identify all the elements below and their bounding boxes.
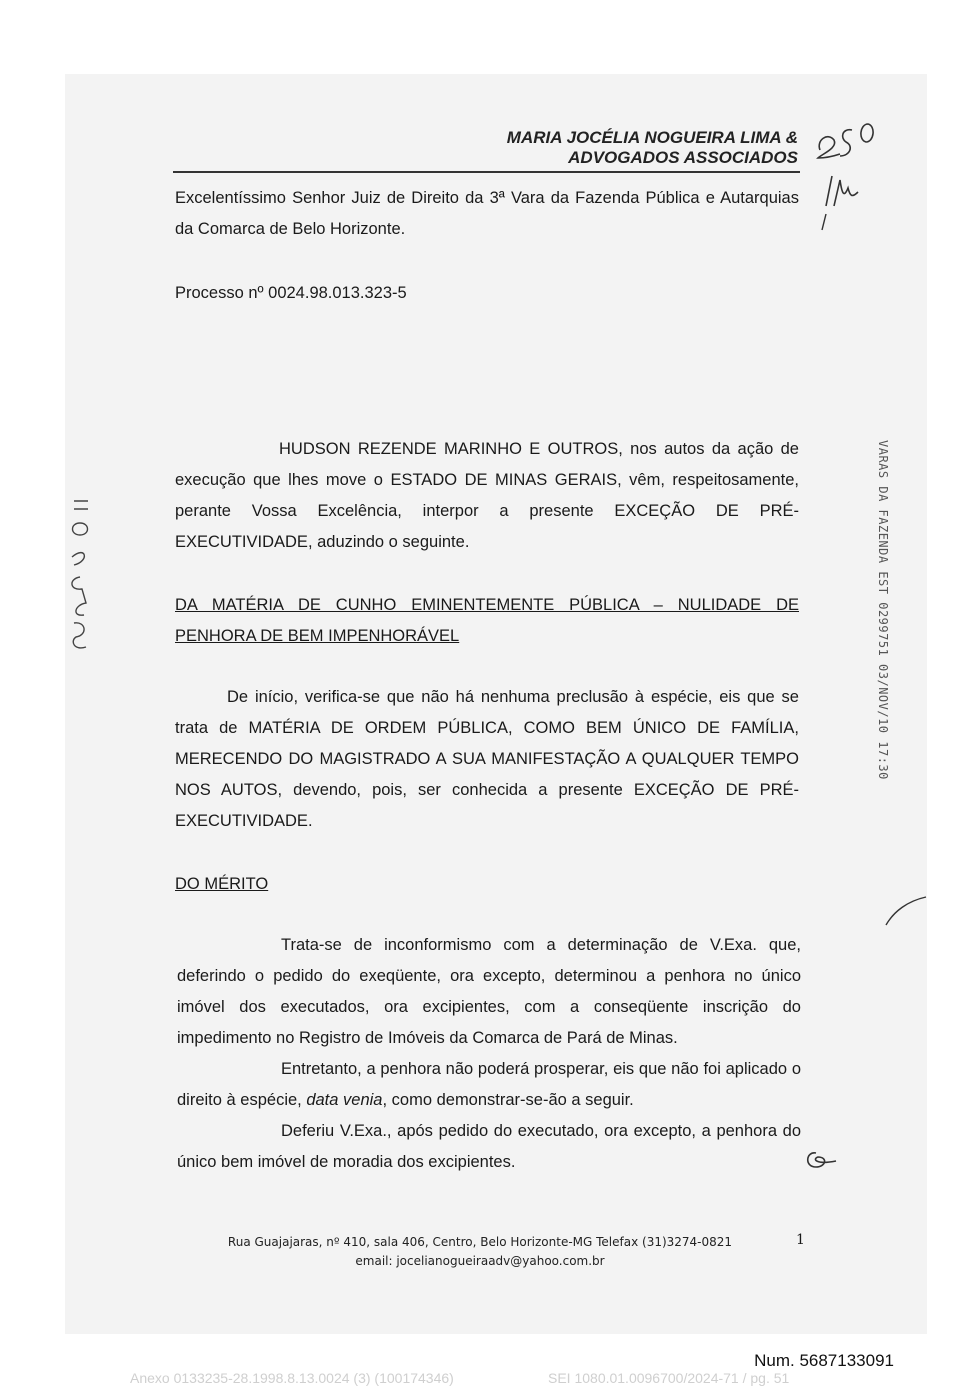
process-number: Processo nº 0024.98.013.323-5 [175, 284, 407, 302]
intro-paragraph: HUDSON REZENDE MARINHO E OUTROS, nos autos da ação de execução que lhes move o ESTADO DE MINAS GERAIS, vêm, respeitosamente, perante Vossa Excelência, interpor a presente EXCEÇÃO DE PRÉ-EXECUTIVIDADE, aduzindo o seguinte. [175, 440, 799, 551]
firm-name-line2: ADVOGADOS ASSOCIADOS [568, 148, 798, 167]
page-number: 1 [796, 1232, 805, 1248]
paragraph-public-order: De início, verifica-se que não há nenhuma preclusão à espécie, eis que se trata de MATÉRIA DE ORDEM PÚBLICA, COMO BEM ÚNICO DE FAMÍLIA, MERECENDO DO MAGISTRADO A SUA MANIFESTAÇÃO A QUALQUER TEMPO NOS AUTOS, devendo, pois, ser conhecida a presente EXCEÇÃO DE PRÉ-EXECUTIVIDADE. [175, 688, 799, 830]
section-heading-public-matter: DA MATÉRIA DE CUNHO EMINENTEMENTE PÚBLICA – NULIDADE DE PENHORA DE BEM IMPENHORÁVEL [175, 596, 799, 645]
handwritten-side-note [60, 495, 100, 655]
paragraph-penhora-end: , como demonstrar-se-ão a seguir. [382, 1091, 634, 1109]
addressee-paragraph: Excelentíssimo Senhor Juiz de Direito da 3ª Vara da Fazenda Pública e Autarquias da Comarca de Belo Horizonte. [175, 189, 799, 238]
paragraph-inconformism: Trata-se de inconformismo com a determinação de V.Exa. que, deferindo o pedido do exeqüente, ora excepto, determinou a penhora no único imóvel dos executados, ora excipientes, com a conseqüente inscrição do impedimento no Registro de Imóveis da Comarca de Pará de Minas. [177, 936, 801, 1047]
annex-reference: Anexo 0133235-28.1998.8.13.0024 (3) (100174346) [130, 1370, 454, 1386]
handwritten-folio-mark [812, 118, 882, 233]
letterhead [507, 128, 798, 168]
paragraph-penhora-italic: data venia [306, 1091, 383, 1109]
paragraph-deferiu: Deferiu V.Exa., após pedido do executado, ora excepto, a penhora do único bem imóvel de moradia dos excipientes. [177, 1122, 801, 1171]
sei-reference: SEI 1080.01.0096700/2024-71 / pg. 51 [548, 1370, 790, 1386]
footer-email: email: jocelianogueiraadv@yahoo.com.br [355, 1254, 605, 1268]
protocol-stamp: VARAS DA FAZENDA EST 0299751 03/NOV/10 17:30 [876, 440, 890, 780]
firm-name-line1: MARIA JOCÉLIA NOGUEIRA LIMA & [506, 128, 798, 147]
handwritten-rubric [802, 1145, 842, 1173]
section-heading-merit-text: DO MÉRITO [175, 875, 269, 893]
footer [160, 1233, 800, 1271]
document-number: Num. 5687133091 [754, 1351, 894, 1370]
margin-stroke [884, 893, 928, 927]
section-heading-merit [175, 869, 799, 900]
paragraph-penhora [177, 1054, 801, 1116]
letterhead-rule [173, 171, 800, 173]
paragraph-penhora-start: Entretanto, a penhora não poderá prosperar, eis que não foi aplicado o direito à espécie, [177, 1060, 801, 1109]
footer-address: Rua Guajajaras, nº 410, sala 406, Centro, Belo Horizonte-MG Telefax (31)3274-0821 [227, 1235, 733, 1249]
